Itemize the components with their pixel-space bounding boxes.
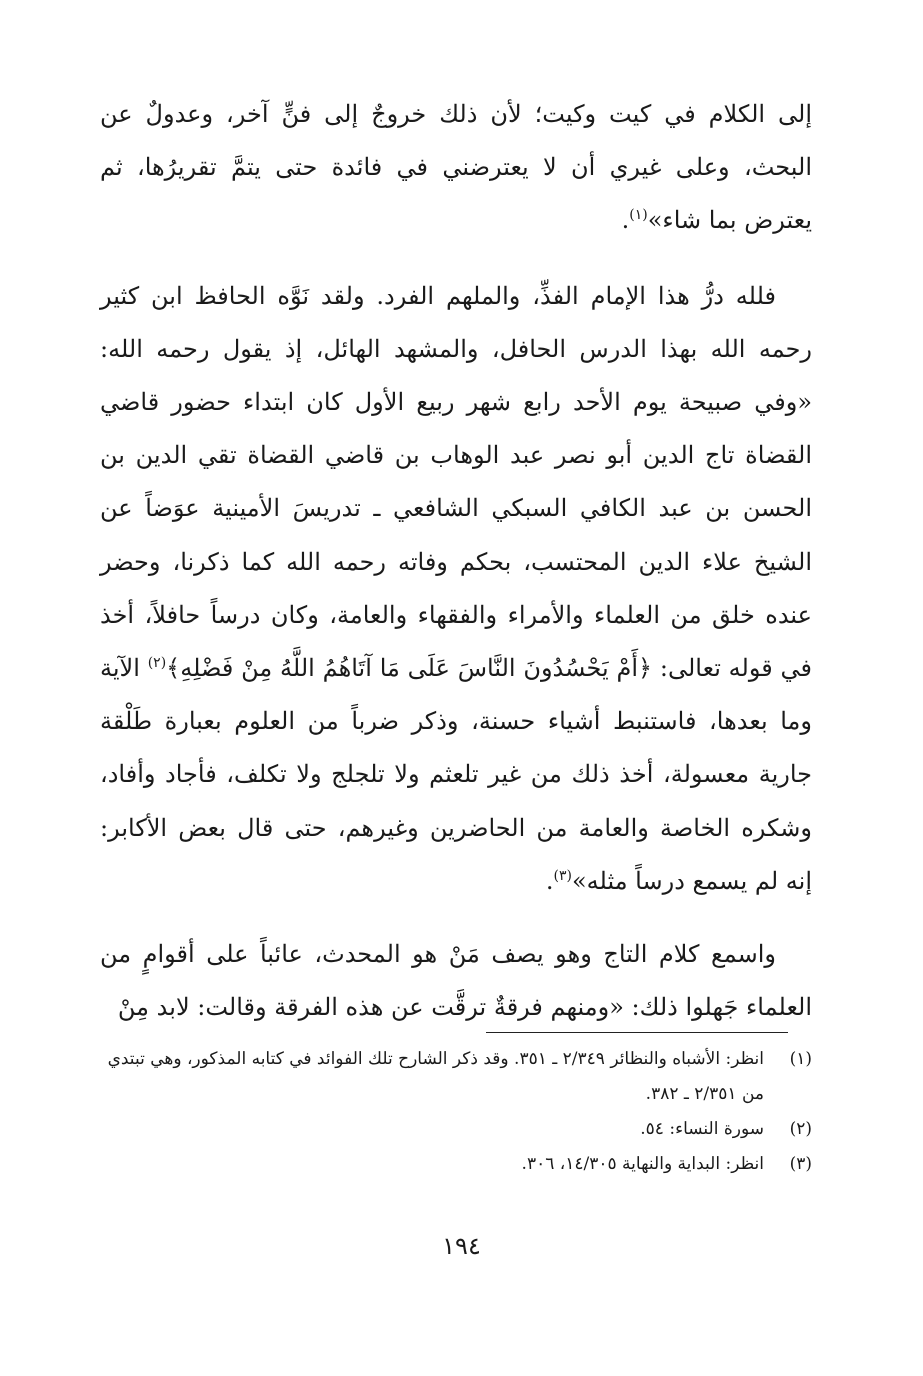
footnote-2 [100, 1112, 812, 1147]
paragraph-3 [100, 928, 812, 1034]
footnote-text: انظر: البداية والنهاية ١٤/٣٠٥، ٣٠٦. [521, 1154, 764, 1174]
paragraph-1-end: . [621, 206, 630, 235]
footnote-separator [486, 1032, 788, 1033]
footnote-text: انظر: الأشباه والنظائر ٢/٣٤٩ ـ ٣٥١. وقد ذكر الشارح تلك الفوائد في كتابه المذكور، وهي تبتدي من ٢/٣٥١ ـ ٣٨٢. [107, 1049, 764, 1104]
footnotes [100, 1042, 812, 1182]
footnote-number: (٣) [789, 1154, 812, 1174]
footnote-number: (٢) [789, 1119, 812, 1139]
footnote-ref-1: (١) [629, 207, 648, 224]
paragraph-3-text: واسمع كلام التاج وهو يصف مَنْ هو المحدث، عائباً على أقوامٍ من العلماء جَهلوا ذلك: «ومنهم فرقةٌ ترقَّت عن هذه الفرقة وقالت: لابد مِنْ [100, 940, 812, 1022]
footnote-text: سورة النساء: ٥٤. [640, 1119, 764, 1139]
footnote-ref-3: (٣) [553, 867, 572, 884]
page-number: ١٩٤ [442, 1232, 481, 1260]
paragraph-1 [100, 88, 812, 248]
paragraph-2-end: . [545, 866, 554, 895]
footnote-1 [100, 1042, 812, 1112]
footnote-3 [100, 1147, 812, 1182]
paragraph-2-text-before: فلله درُّ هذا الإمام الفذِّ، والملهم الفرد. ولقد نَوَّه الحافظ ابن كثير رحمه الله بهذا الدرس الحافل، والمشهد الهائل، إذ يقول رحمه الله: «وفي صبيحة يوم الأحد رابع شهر ربيع الأول كان ابتداء حضور قاضي القضاة تاج الدين أبو نصر عبد الوهاب بن قاضي القضاة تقي الدين بن الحسن بن عبد الكافي السبكي الشافعي ـ تدريسَ الأمينية عوَضاً عن الشيخ علاء الدين المحتسب، بحكم وفاته رحمه الله كما ذكرنا، وحضر عنده خلق من العلماء والأمراء والفقهاء والعامة، وكان درساً حافلاً، أخذ في قوله تعالى: [100, 281, 812, 683]
paragraph-2 [100, 270, 812, 908]
quran-verse: ﴿أَمْ يَحْسُدُونَ النَّاسَ عَلَى مَا آتَاهُمُ اللَّهُ مِنْ فَضْلِهِ﴾ [166, 654, 653, 683]
paragraph-2-text-after: الآية وما بعدها، فاستنبط أشياء حسنة، وذكر ضرباً من العلوم بعبارة طَلْقة جارية معسولة، أخذ ذلك من غير تلعثم ولا تلجلج ولا تكلف، فأجاد وأفاد، وشكره الخاصة والعامة من الحاضرين وغيرهم، حتى قال بعض الأكابر: إنه لم يسمع درساً مثله» [100, 654, 812, 895]
footnote-ref-2: (٢) [147, 655, 167, 672]
footnote-number: (١) [789, 1049, 812, 1069]
main-text [100, 88, 812, 1034]
paragraph-1-text: إلى الكلام في كيت وكيت؛ لأن ذلك خروجٌ إلى فنٍّ آخر، وعدولٌ عن البحث، وعلى غيري أن لا يعترضني في فائدة حتى يتمَّ تقريرُها، ثم يعترض بما شاء» [100, 100, 812, 235]
